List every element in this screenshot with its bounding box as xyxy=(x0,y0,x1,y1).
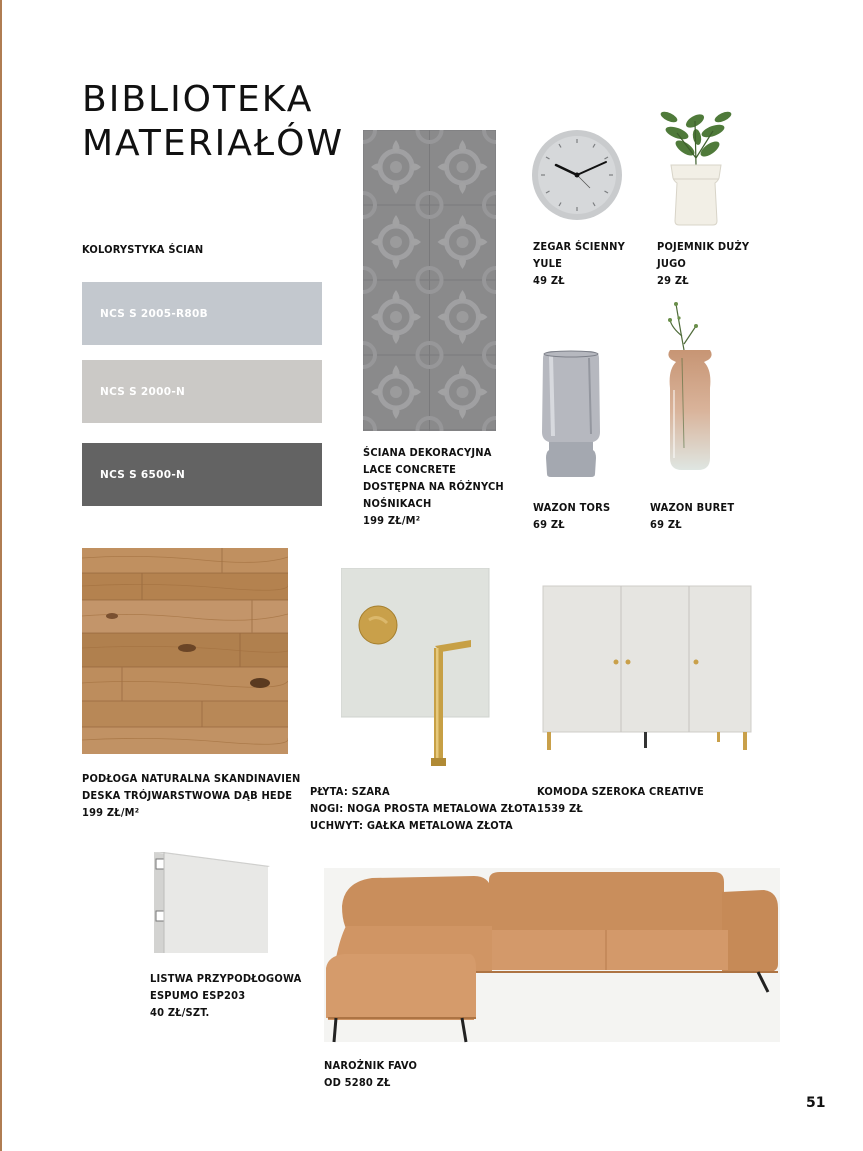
caption-line: ESPUMO ESP203 xyxy=(150,989,246,1002)
caption-line: WAZON TORS xyxy=(533,501,611,514)
page-title-line-1: BIBLIOTEKA xyxy=(82,79,314,120)
caption-line: NOGI: NOGA PROSTA METALOWA ZŁOTA xyxy=(310,802,537,815)
wall-colors-heading: KOLORYSTYKA ŚCIAN xyxy=(82,243,204,256)
page-title-line-2: MATERIAŁÓW xyxy=(82,123,345,164)
caption-line: PODŁOGA NATURALNA SKANDINAVIEN xyxy=(82,772,301,785)
caption-line: YULE xyxy=(533,257,563,270)
swatch-ncs-6500-n xyxy=(82,443,322,506)
caption-line: ZEGAR ŚCIENNY xyxy=(533,240,625,253)
page-edge-strip xyxy=(0,0,2,1151)
vase-buret-caption xyxy=(650,499,734,533)
caption-line: LACE CONCRETE xyxy=(363,463,457,476)
swatch-code: NCS S 6500-N xyxy=(100,468,186,481)
planter-image xyxy=(655,103,737,228)
vase-tors-caption xyxy=(533,499,610,533)
swatch-code: NCS S 2005-R80B xyxy=(100,307,208,320)
swatch-ncs-2005-r80b xyxy=(82,282,322,345)
page-title xyxy=(82,78,344,166)
caption-line: PŁYTA: SZARA xyxy=(310,785,390,798)
caption-line: OD 5280 ZŁ xyxy=(324,1076,391,1089)
swatch-ncs-2000-n xyxy=(82,360,322,423)
caption-line: ŚCIANA DEKORACYJNA xyxy=(363,446,492,459)
board-image xyxy=(341,568,491,770)
caption-line: 199 ZŁ/M² xyxy=(363,514,421,527)
caption-line: 40 ZŁ/SZT. xyxy=(150,1006,210,1019)
wall-tile-image xyxy=(363,130,496,431)
caption-line: KOMODA SZEROKA CREATIVE xyxy=(537,785,704,798)
clock-caption xyxy=(533,238,625,289)
caption-line: NAROŻNIK FAVO xyxy=(324,1059,418,1072)
caption-line: UCHWYT: GAŁKA METALOWA ZŁOTA xyxy=(310,819,513,832)
caption-line: POJEMNIK DUŻY xyxy=(657,240,750,253)
caption-line: DOSTĘPNA NA RÓŻNYCH xyxy=(363,480,504,493)
wall-tile-caption xyxy=(363,444,504,529)
caption-line: 69 ZŁ xyxy=(650,518,682,531)
sofa-caption xyxy=(324,1057,417,1091)
caption-line: 49 ZŁ xyxy=(533,274,565,287)
caption-line: LISTWA PRZYPODŁOGOWA xyxy=(150,972,302,985)
caption-line: 29 ZŁ xyxy=(657,274,689,287)
vase-buret-image xyxy=(662,298,718,474)
caption-line: 1539 ZŁ xyxy=(537,802,583,815)
planter-caption xyxy=(657,238,749,289)
dresser-image xyxy=(541,584,753,752)
page-number: 51 xyxy=(806,1095,826,1111)
vase-tors-image xyxy=(537,350,605,478)
caption-line: 69 ZŁ xyxy=(533,518,565,531)
floor-caption xyxy=(82,770,301,821)
floor-image xyxy=(82,548,288,754)
board-caption xyxy=(310,783,537,834)
caption-line: DESKA TRÓJWARSTWOWA DĄB HEDE xyxy=(82,789,293,802)
swatch-code: NCS S 2000-N xyxy=(100,385,186,398)
caption-line: 199 ZŁ/M² xyxy=(82,806,140,819)
dresser-caption xyxy=(537,783,704,817)
skirting-image xyxy=(150,849,272,955)
sofa-image xyxy=(324,868,780,1044)
skirting-caption xyxy=(150,970,301,1021)
wall-clock-image xyxy=(530,128,624,222)
caption-line: NOŚNIKACH xyxy=(363,497,432,510)
caption-line: WAZON BURET xyxy=(650,501,735,514)
caption-line: JUGO xyxy=(657,257,687,270)
